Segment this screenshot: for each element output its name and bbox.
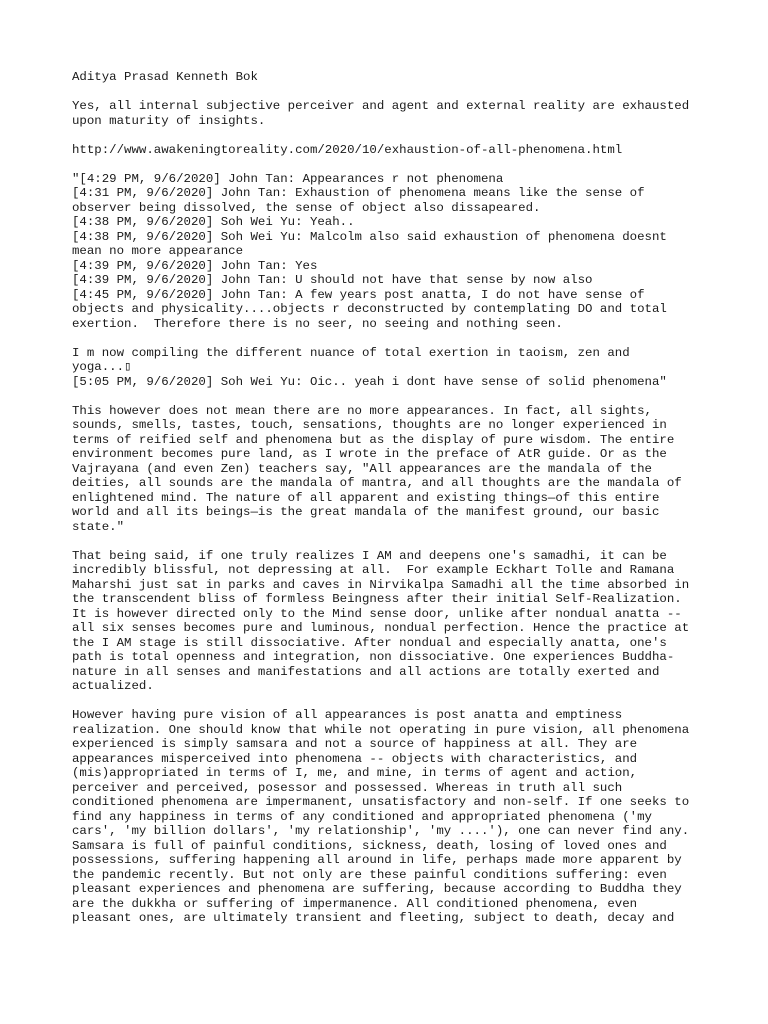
text-line: Maharshi just sat in parks and caves in Nirvikalpa Samadhi all the time absorbed in [72, 577, 690, 592]
text-line: experienced is simply samsara and not a source of happiness at all. They are [72, 737, 638, 751]
text-line: It is however directed only to the Mind sense door, unlike after nondual anatta -- [72, 606, 682, 621]
text-line: sounds, smells, tastes, touch, sensations, thoughts are no longer experienced in [72, 418, 667, 432]
chat-line: objects and physicality....objects r deconstructed by contemplating DO and total [72, 302, 667, 316]
chat-line: [4:38 PM, 9/6/2020] Soh Wei Yu: Yeah.. [72, 215, 355, 229]
text-line: upon maturity of insights. [72, 113, 266, 128]
text-line: Vajrayana (and even Zen) teachers say, "All appearances are the mandala of the [72, 461, 652, 476]
text-line: terms of reified self and phenomena but as the display of pure wisdom. The entire [72, 432, 675, 447]
text-line: deities, all sounds are the mandala of mantra, and all thoughts are the mandala of [72, 476, 682, 490]
text-line: enlightened mind. The nature of all apparent and existing things—of this entire [72, 490, 660, 505]
chat-line: [4:39 PM, 9/6/2020] John Tan: U should not have that sense by now also [72, 273, 593, 287]
text-line: incredibly blissful, not depressing at all. For example Eckhart Tolle and Ramana [72, 563, 675, 577]
chat-line: "[4:29 PM, 9/6/2020] John Tan: Appearances r not phenomena [72, 171, 504, 186]
text-line: all six senses becomes pure and luminous, nondual perfection. Hence the practice at [72, 621, 690, 635]
chat-line: [5:05 PM, 9/6/2020] Soh Wei Yu: Oic.. yeah i dont have sense of solid phenomena" [72, 374, 667, 389]
text-line: That being said, if one truly realizes I AM and deepens one's samadhi, it can be [72, 548, 667, 563]
paragraph-i-am [72, 549, 708, 694]
text-line: nature in all senses and manifestations and all actions are totally exerted and [72, 664, 660, 679]
text-line: world and all its beings—is the great mandala of the manifest ground, our basic [72, 505, 660, 519]
chat-line: [4:31 PM, 9/6/2020] John Tan: Exhaustion of phenomena means like the sense of [72, 186, 645, 200]
chat-transcript [72, 172, 708, 332]
text-line: (mis)appropriated in terms of I, me, and mine, in terms of agent and action, [72, 766, 638, 780]
text-line: possessions, suffering happening all around in life, perhaps made more apparent by [72, 853, 682, 867]
text-line: the pandemic recently. But not only are these painful conditions suffering: even [72, 867, 667, 882]
chat-line: [4:39 PM, 9/6/2020] John Tan: Yes [72, 258, 318, 273]
text-line: This however does not mean there are no more appearances. In fact, all sights, [72, 403, 652, 418]
author-name: Aditya Prasad Kenneth Bok [72, 70, 258, 84]
text-line: pleasant experiences and phenomena are suffering, because according to Buddha they [72, 882, 682, 896]
article-link[interactable]: http://www.awakeningtoreality.com/2020/10/exhaustion-of-all-phenomena.html [72, 142, 623, 157]
chat-line: yoga...▯ [72, 360, 132, 374]
text-line: state." [72, 519, 125, 534]
text-line: are the dukkha or suffering of impermanence. All conditioned phenomena, even [72, 896, 638, 911]
text-line: environment becomes pure land, as I wrote in the preface of AtR guide. Or as the [72, 447, 667, 461]
text-line: pleasant ones, are ultimately transient and fleeting, subject to death, decay and [72, 911, 675, 925]
text-line: find any happiness in terms of any conditioned and appropriated phenomena ('my [72, 809, 652, 824]
text-line: cars', 'my billion dollars', 'my relationship', 'my ....'), one can never find any. [72, 824, 690, 838]
chat-line: I m now compiling the different nuance of total exertion in taoism, zen and [72, 345, 630, 360]
text-line: perceiver and perceived, posessor and possessed. Whereas in truth all such [72, 780, 623, 795]
chat-transcript-continued [72, 346, 708, 390]
text-line: appearances misperceived into phenomena -- objects with characteristics, and [72, 751, 638, 766]
chat-line: observer being dissolved, the sense of object also dissapeared. [72, 200, 541, 215]
text-line: actualized. [72, 679, 154, 693]
text-line: conditioned phenomena are impermanent, unsatisfactory and non-self. If one seeks to [72, 795, 690, 809]
chat-line: [4:38 PM, 9/6/2020] Soh Wei Yu: Malcolm also said exhaustion of phenomena doesnt [72, 229, 667, 244]
intro-paragraph [72, 99, 708, 128]
text-line: Yes, all internal subjective perceiver and agent and external reality are exhausted [72, 99, 690, 113]
paragraph-samsara [72, 708, 708, 926]
text-line: path is total openness and integration, non dissociative. One experiences Buddha- [72, 650, 675, 664]
text-line: Samsara is full of painful conditions, sickness, death, losing of loved ones and [72, 838, 667, 853]
chat-line: exertion. Therefore there is no seer, no seeing and nothing seen. [72, 316, 563, 331]
text-line: However having pure vision of all appearances is post anatta and emptiness [72, 708, 623, 722]
paragraph-pure-land [72, 404, 708, 535]
chat-line: [4:45 PM, 9/6/2020] John Tan: A few years post anatta, I do not have sense of [72, 287, 645, 302]
chat-line: mean no more appearance [72, 244, 244, 258]
text-line: the transcendent bliss of formless Beingness after their initial Self-Realization. [72, 592, 682, 606]
text-line: realization. One should know that while not operating in pure vision, all phenomena [72, 722, 690, 737]
text-line: the I AM stage is still dissociative. After nondual and especially anatta, one's [72, 635, 667, 650]
